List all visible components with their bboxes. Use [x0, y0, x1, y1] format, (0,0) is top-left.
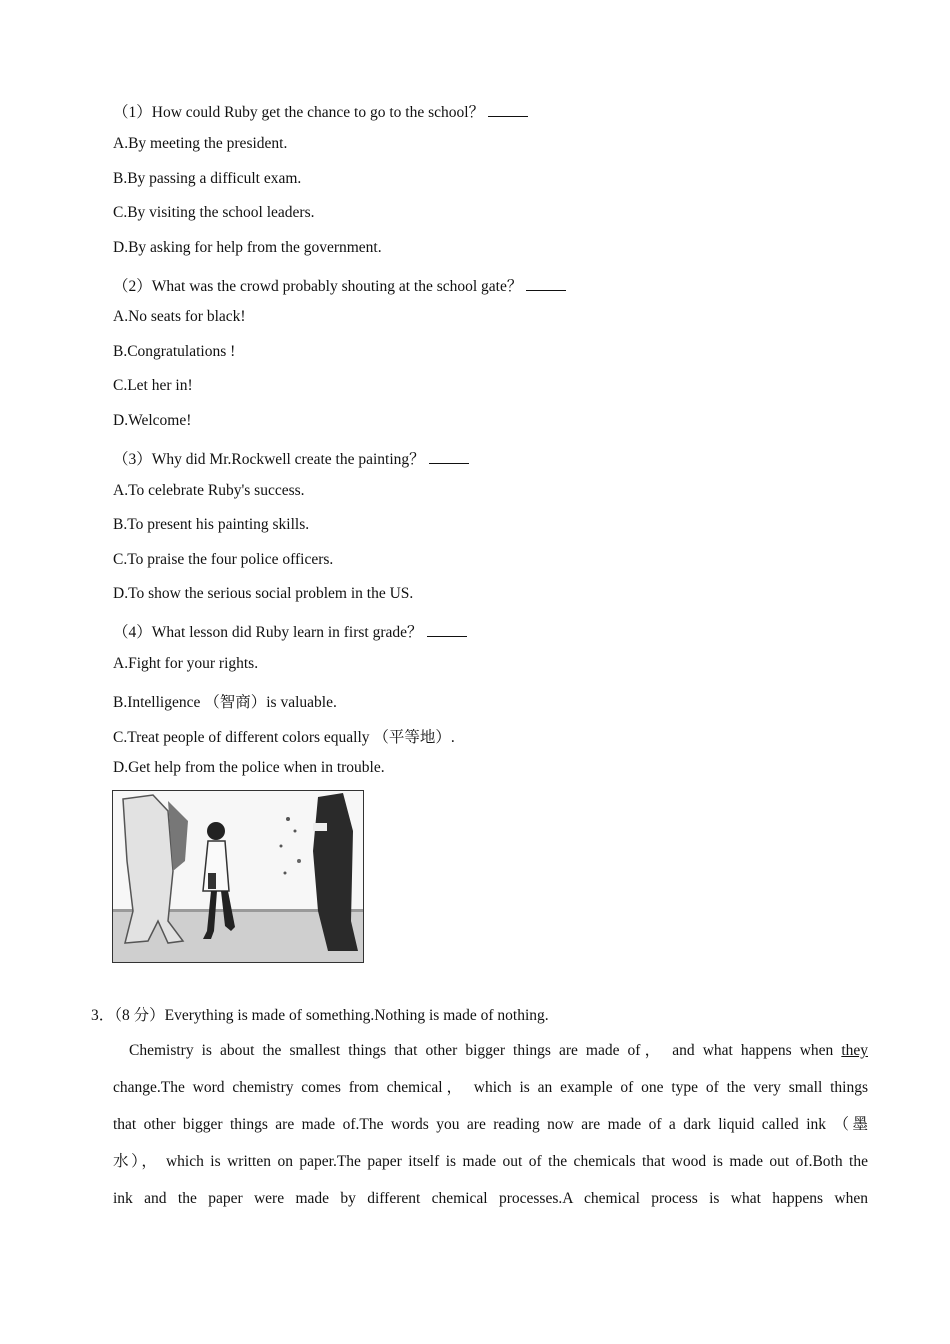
- question-1-option-c: C.By visiting the school leaders.: [113, 204, 315, 221]
- question-1-option-a: A.By meeting the president.: [113, 135, 288, 152]
- question-1-prompt: （1）How could Ruby get the chance to go to the school？: [113, 100, 528, 122]
- question-4-option-c: C.Treat people of different colors equally （平等地）.: [113, 729, 455, 746]
- question-1-option-d: D.By asking for help from the government.: [113, 239, 382, 256]
- answer-blank[interactable]: [429, 462, 469, 464]
- question-3-prompt: （3）Why did Mr.Rockwell create the painting？: [113, 447, 469, 469]
- passage-line-3: that other bigger things are made of.The words you are reading now are made of a dark liquid called ink （墨: [113, 1116, 868, 1133]
- question-4-option-d: D.Get help from the police when in trouble.: [113, 759, 385, 776]
- passage-line-1: Chemistry is about the smallest things that other bigger things are made of， and what happens when they: [129, 1042, 868, 1059]
- question-2-option-b: B.Congratulations !: [113, 343, 236, 360]
- question-3-option-a: A.To celebrate Ruby's success.: [113, 482, 305, 499]
- passage-line-4: 水）， which is written on paper.The paper itself is made out of the chemicals that wood is made out of.Both the: [113, 1153, 868, 1170]
- question-2-prompt: （2）What was the crowd probably shouting at the school gate？: [113, 274, 566, 296]
- answer-blank[interactable]: [526, 289, 566, 291]
- answer-blank[interactable]: [488, 115, 528, 117]
- passage-line-2: change.The word chemistry comes from chemical， which is an example of one type of the very small things: [113, 1079, 868, 1096]
- painting-drawing: [113, 791, 363, 962]
- question-2-option-c: C.Let her in!: [113, 377, 193, 394]
- section-3-heading: 3．（8 分）Everything is made of something.Nothing is made of nothing.: [91, 1007, 549, 1024]
- question-1-option-b: B.By passing a difficult exam.: [113, 170, 302, 187]
- question-4-option-a: A.Fight for your rights.: [113, 655, 259, 672]
- question-2-option-a: A.No seats for black!: [113, 308, 246, 325]
- question-3-option-d: D.To show the serious social problem in the US.: [113, 585, 414, 602]
- question-2-option-d: D.Welcome!: [113, 412, 192, 429]
- painting-illustration: [112, 790, 364, 963]
- question-4-prompt: （4）What lesson did Ruby learn in first grade？: [113, 620, 467, 642]
- question-4-option-b: B.Intelligence （智商）is valuable.: [113, 694, 337, 711]
- passage-line-5: ink and the paper were made by different chemical processes.A chemical process is what happens when: [113, 1190, 868, 1207]
- question-3-option-c: C.To praise the four police officers.: [113, 551, 334, 568]
- answer-blank[interactable]: [427, 635, 467, 637]
- underlined-word: they: [841, 1042, 868, 1059]
- question-3-option-b: B.To present his painting skills.: [113, 516, 310, 533]
